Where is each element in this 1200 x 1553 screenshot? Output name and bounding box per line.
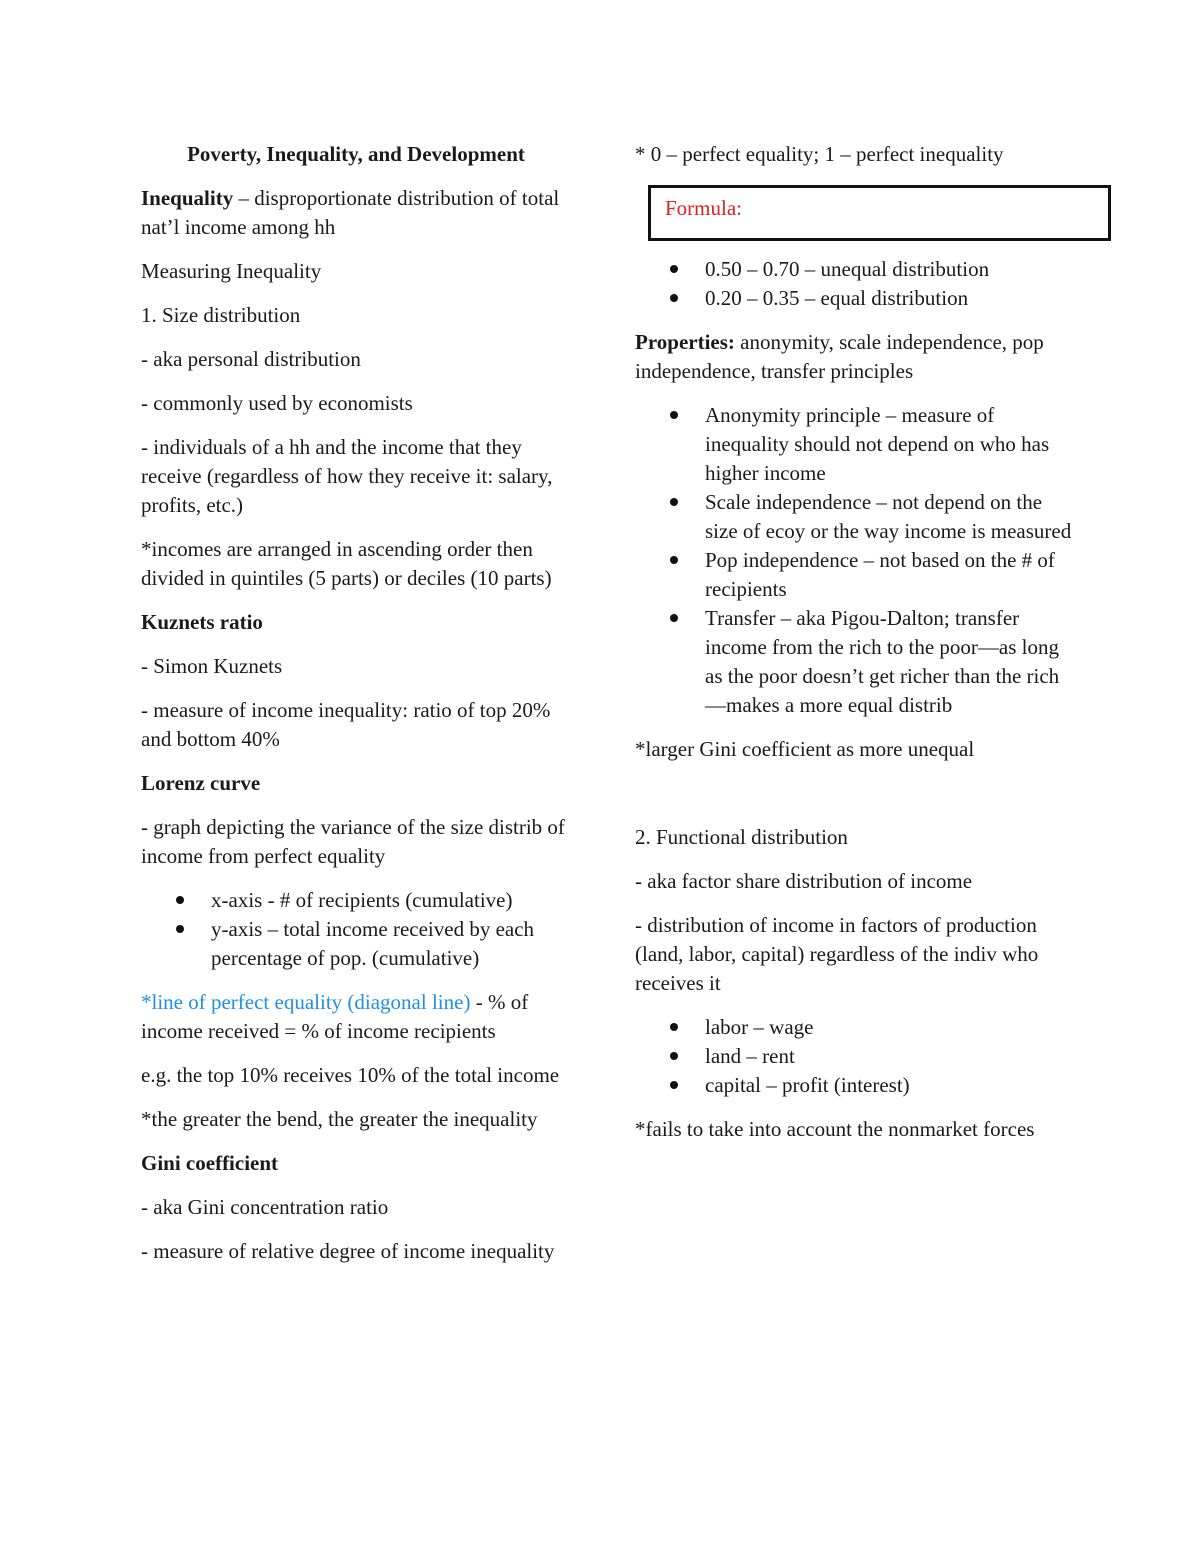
formula-label: Formula: (665, 196, 742, 220)
factor-list (635, 1013, 1075, 1100)
spacer (635, 779, 1075, 823)
lorenz-heading: Lorenz curve (141, 771, 261, 795)
list-item: Anonymity principle – measure of inequality should not depend on who has higher income (705, 401, 1075, 488)
list-item: y-axis – total income received by each percentage of pop. (cumulative) (211, 915, 571, 973)
larger-gini-note: *larger Gini coefficient as more unequal (635, 737, 975, 761)
left-column (141, 140, 571, 1281)
list-item: Scale independence – not depend on the size of ecoy or the way income is measured (705, 488, 1075, 546)
fails-note: *fails to take into account the nonmarket forces (635, 1117, 1035, 1141)
principles-list (635, 401, 1075, 720)
list-item: capital – profit (interest) (705, 1071, 1075, 1100)
list-item: 0.50 – 0.70 – unequal distribution (705, 255, 1075, 284)
functional-item: - distribution of income in factors of production (land, labor, capital) regardless of the indiv who receives it (635, 913, 1039, 995)
size-item: - aka personal distribution (141, 347, 361, 371)
perfect-equality-note: *line of perfect equality (diagonal line) - % of income received = % of income recipients (141, 990, 529, 1043)
inequality-term: Inequality (141, 186, 234, 210)
functional-item: - aka factor share distribution of income (635, 869, 973, 893)
kuznets-item: - Simon Kuznets (141, 654, 283, 678)
formula-box (648, 185, 1111, 241)
size-item: - individuals of a hh and the income that they receive (regardless of how they receive it: salary, profits, etc.) (141, 435, 553, 517)
document-title: Poverty, Inequality, and Development (187, 142, 525, 166)
list-item: 0.20 – 0.35 – equal distribution (705, 284, 1075, 313)
properties-term: Properties: (635, 330, 735, 354)
list-item: labor – wage (705, 1013, 1075, 1042)
list-item: Transfer – aka Pigou-Dalton; transfer income from the rich to the poor—as long as the poor doesn’t get richer than the rich—makes a more equal distrib (705, 604, 1075, 720)
lorenz-axes-list (141, 886, 571, 973)
size-item: *incomes are arranged in ascending order then divided in quintiles (5 parts) or deciles (10 parts) (141, 537, 552, 590)
perfect-equality-highlight: line of perfect equality (diagonal line) (151, 990, 471, 1014)
kuznets-item: - measure of income inequality: ratio of top 20% and bottom 40% (141, 698, 551, 751)
kuznets-heading: Kuznets ratio (141, 610, 263, 634)
gini-item: - measure of relative degree of income inequality (141, 1239, 555, 1263)
size-distribution-heading: 1. Size distribution (141, 303, 301, 327)
measuring-inequality: Measuring Inequality (141, 259, 322, 283)
gini-scale-note: * 0 – perfect equality; 1 – perfect inequality (635, 142, 1004, 166)
gini-item: - aka Gini concentration ratio (141, 1195, 389, 1219)
list-item: Pop independence – not based on the # of recipients (705, 546, 1075, 604)
inequality-definition: Inequality – disproportionate distribution of total nat’l income among hh (141, 186, 560, 239)
gini-heading: Gini coefficient (141, 1151, 279, 1175)
list-item: land – rent (705, 1042, 1075, 1071)
properties-line: Properties: anonymity, scale independence, pop independence, transfer principles (635, 330, 1044, 383)
right-column (635, 140, 1075, 1159)
gini-range-list (635, 255, 1075, 313)
size-item: - commonly used by economists (141, 391, 413, 415)
example-note: e.g. the top 10% receives 10% of the total income (141, 1063, 560, 1087)
list-item: x-axis - # of recipients (cumulative) (211, 886, 571, 915)
functional-heading: 2. Functional distribution (635, 825, 848, 849)
bend-note: *the greater the bend, the greater the inequality (141, 1107, 538, 1131)
lorenz-description: - graph depicting the variance of the size distrib of income from perfect equality (141, 815, 565, 868)
